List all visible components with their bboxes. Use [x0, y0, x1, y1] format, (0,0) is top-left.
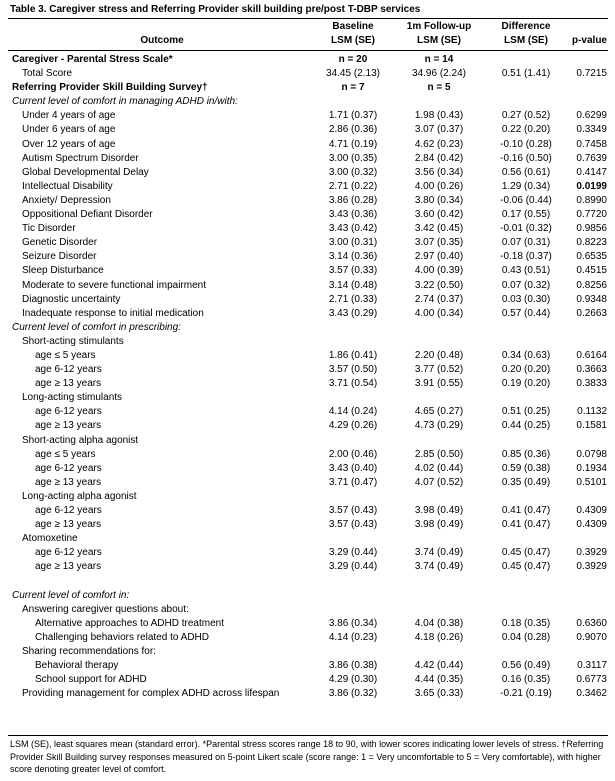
followup-cell: 4.44 (0.35)	[414, 674, 464, 686]
table-row	[8, 631, 608, 645]
table-row	[8, 673, 608, 687]
table-row	[8, 603, 608, 617]
table-row	[8, 293, 608, 307]
row-label: age 6-12 years	[35, 547, 102, 559]
table-row	[8, 180, 608, 194]
difference-cell: 0.18 (0.35)	[501, 617, 551, 629]
difference-cell: 0.51 (0.25)	[501, 406, 551, 418]
table-row	[8, 363, 608, 377]
row-label: Global Developmental Delay	[22, 166, 149, 178]
pvalue-cell: 0.6299	[576, 110, 607, 122]
followup-cell: 4.73 (0.29)	[414, 420, 464, 432]
table-row	[8, 532, 608, 546]
pvalue-cell: 0.8990	[576, 194, 607, 206]
baseline-cell: 3.86 (0.32)	[328, 688, 378, 700]
baseline-cell: 3.86 (0.34)	[328, 617, 378, 629]
pvalue-cell: 0.4309	[576, 505, 607, 516]
table-row	[8, 617, 608, 631]
row-label: Inadequate response to initial medication	[22, 307, 204, 319]
row-label: Intellectual Disability	[22, 180, 113, 192]
pvalue-cell: 0.6164	[576, 349, 607, 361]
difference-cell: -0.10 (0.28)	[500, 138, 552, 150]
pvalue-cell: 0.3663	[576, 364, 607, 376]
table-row	[8, 504, 608, 518]
row-label: Moderate to severe functional impairment	[22, 279, 206, 291]
row-label: Over 12 years of age	[22, 138, 116, 150]
difference-cell: -0.06 (0.44)	[500, 194, 552, 206]
header-difference-line2: LSM (SE)	[504, 35, 548, 46]
row-label: Oppositional Defiant Disorder	[22, 209, 153, 221]
difference-cell: 0.27 (0.52)	[501, 110, 551, 122]
baseline-cell: 4.14 (0.24)	[328, 406, 378, 418]
pvalue-cell: 0.3462	[576, 688, 607, 700]
baseline-cell: 3.29 (0.44)	[328, 561, 378, 573]
difference-cell: 0.20 (0.20)	[501, 364, 551, 376]
table-row	[8, 560, 608, 574]
row-label: Current level of comfort in prescribing:	[12, 321, 181, 333]
pvalue-cell: 0.5101	[576, 476, 607, 488]
followup-cell: 34.96 (2.24)	[412, 68, 466, 80]
table-row	[8, 335, 608, 349]
row-label: Sharing recommendations for:	[22, 645, 156, 657]
table-row	[8, 391, 608, 405]
difference-cell: -0.21 (0.19)	[500, 688, 552, 700]
table-row	[8, 152, 608, 166]
baseline-cell: 3.43 (0.36)	[328, 209, 378, 221]
difference-cell: 0.85 (0.36)	[501, 448, 551, 460]
followup-cell: 3.98 (0.49)	[414, 505, 464, 516]
baseline-cell: 1.86 (0.41)	[328, 349, 378, 361]
row-label: age 6-12 years	[35, 462, 102, 474]
row-label: Answering caregiver questions about:	[22, 603, 189, 615]
row-label: age ≥ 13 years	[35, 378, 102, 390]
row-label: Behavioral therapy	[35, 660, 119, 672]
difference-cell: 0.41 (0.47)	[501, 519, 551, 531]
difference-cell: 0.03 (0.30)	[501, 293, 551, 305]
header-difference-line1: Difference	[501, 21, 551, 32]
baseline-cell: 3.00 (0.35)	[328, 152, 378, 164]
header-outcome: Outcome	[140, 35, 184, 46]
pvalue-cell: 0.3117	[577, 660, 607, 672]
header-pvalue: p-value	[571, 35, 607, 46]
row-label: age 6-12 years	[35, 505, 102, 516]
table-row	[8, 250, 608, 264]
header-followup-line1: 1m Follow-up	[406, 21, 472, 32]
table-row	[8, 109, 608, 123]
row-label: age ≤ 5 years	[35, 349, 96, 361]
baseline-cell: 3.57 (0.43)	[328, 505, 378, 516]
followup-cell: 4.07 (0.52)	[414, 476, 464, 488]
baseline-cell: 4.71 (0.19)	[328, 138, 378, 150]
table-row	[8, 574, 608, 588]
table-row	[8, 518, 608, 532]
pvalue-cell: 0.6360	[576, 617, 607, 629]
pvalue-cell: 0.7639	[576, 152, 607, 164]
baseline-cell: 3.29 (0.44)	[328, 547, 378, 559]
difference-cell: -0.16 (0.50)	[500, 152, 552, 164]
baseline-cell: 3.71 (0.47)	[328, 476, 378, 488]
baseline-cell: 3.57 (0.50)	[328, 364, 378, 376]
pvalue-cell: 0.8256	[576, 279, 607, 291]
baseline-cell: 2.86 (0.36)	[328, 124, 378, 136]
table-row	[8, 208, 608, 222]
table-row	[8, 166, 608, 180]
row-label: age ≤ 5 years	[35, 448, 96, 460]
followup-cell: 3.56 (0.34)	[414, 166, 464, 178]
baseline-cell: 3.43 (0.29)	[328, 307, 378, 319]
header-rule	[8, 50, 608, 51]
table-row	[8, 138, 608, 152]
followup-cell: 3.22 (0.50)	[414, 279, 464, 291]
row-label: age ≥ 13 years	[35, 519, 102, 531]
baseline-cell: 34.45 (2.13)	[326, 68, 380, 80]
row-label: Long-acting alpha agonist	[22, 490, 137, 502]
difference-cell: 0.56 (0.49)	[501, 660, 551, 672]
difference-cell: 1.29 (0.34)	[501, 180, 551, 192]
difference-cell: 0.17 (0.55)	[501, 209, 551, 221]
difference-cell: 0.34 (0.63)	[501, 349, 551, 361]
followup-cell: 4.62 (0.23)	[414, 138, 464, 150]
row-label: Long-acting stimulants	[22, 392, 123, 404]
difference-cell: 0.51 (1.41)	[501, 68, 551, 80]
table-row	[8, 659, 608, 673]
row-label: Genetic Disorder	[22, 237, 98, 249]
row-label: age 6-12 years	[35, 406, 102, 418]
row-label: School support for ADHD	[35, 674, 147, 686]
pvalue-cell: 0.4147	[576, 166, 607, 178]
table-row	[8, 53, 608, 67]
followup-cell: 2.97 (0.40)	[414, 251, 464, 263]
followup-cell: 2.20 (0.48)	[414, 349, 464, 361]
table-row	[8, 448, 608, 462]
pvalue-cell: 0.9070	[576, 631, 607, 643]
row-label: Under 4 years of age	[22, 110, 116, 122]
table-row	[8, 194, 608, 208]
row-label: Current level of comfort in:	[12, 589, 130, 601]
pvalue-cell: 0.7458	[576, 138, 607, 150]
table-footnote: LSM (SE), least squares mean (standard error). *Parental stress scores range 18 to 90, with lower scores indicating lower levels of stress. †Referring Provider Skill Building survey responses measured on 5-point Likert scale (score range: 1 = Very uncomfortable to 5 = Very comfortable), with higher score denoting greater level of comfort.	[10, 739, 604, 774]
baseline-cell: 4.29 (0.26)	[328, 420, 378, 432]
row-label: Short-acting stimulants	[22, 335, 124, 347]
pvalue-cell: 0.4515	[576, 265, 607, 277]
pvalue-cell: 0.2663	[576, 307, 607, 319]
followup-cell: 4.65 (0.27)	[414, 406, 464, 418]
followup-cell: n = 5	[427, 82, 451, 94]
baseline-cell: 2.71 (0.33)	[328, 293, 378, 305]
followup-cell: 3.42 (0.45)	[414, 223, 464, 235]
row-label: Total Score	[22, 68, 73, 80]
row-label: Short-acting alpha agonist	[22, 434, 139, 446]
row-label: Tic Disorder	[22, 223, 76, 235]
difference-cell: 0.45 (0.47)	[501, 561, 551, 573]
pvalue-cell: 0.0798	[576, 448, 607, 460]
table-row	[8, 95, 608, 109]
followup-cell: 4.02 (0.44)	[414, 462, 464, 474]
baseline-cell: 3.43 (0.40)	[328, 462, 378, 474]
baseline-cell: 4.29 (0.30)	[328, 674, 378, 686]
baseline-cell: 1.71 (0.37)	[328, 110, 378, 122]
table-row	[8, 236, 608, 250]
followup-cell: 3.80 (0.34)	[414, 194, 464, 206]
difference-cell: 0.44 (0.25)	[501, 420, 551, 432]
baseline-cell: 2.00 (0.46)	[328, 448, 378, 460]
pvalue-cell: 0.1132	[577, 406, 607, 418]
pvalue-cell: 0.9348	[576, 293, 607, 305]
row-label: Seizure Disorder	[22, 251, 97, 263]
difference-cell: 0.45 (0.47)	[501, 547, 551, 559]
row-label: age ≥ 13 years	[35, 476, 102, 488]
difference-cell: 0.57 (0.44)	[501, 307, 551, 319]
pvalue-cell: 0.1934	[576, 462, 607, 474]
row-label: age ≥ 13 years	[35, 420, 102, 432]
row-label: Providing management for complex ADHD across lifespan	[22, 688, 280, 700]
row-label: Sleep Disturbance	[22, 265, 104, 277]
followup-cell: 4.04 (0.38)	[414, 617, 464, 629]
followup-cell: 2.84 (0.42)	[414, 152, 464, 164]
table-row	[8, 687, 608, 701]
followup-cell: 4.42 (0.44)	[414, 660, 464, 672]
pvalue-cell: 0.6773	[576, 674, 607, 686]
table-row	[8, 279, 608, 293]
baseline-cell: 2.71 (0.22)	[328, 180, 378, 192]
pvalue-cell: 0.1581	[576, 420, 607, 432]
difference-cell: 0.07 (0.31)	[501, 237, 551, 249]
baseline-cell: n = 7	[341, 82, 365, 94]
followup-cell: 4.00 (0.39)	[414, 265, 464, 277]
table-row	[8, 123, 608, 137]
table-row	[8, 81, 608, 95]
baseline-cell: 3.57 (0.43)	[328, 519, 378, 531]
followup-cell: 4.00 (0.26)	[414, 180, 464, 192]
followup-cell: 2.74 (0.37)	[414, 293, 464, 305]
table-title: Table 3. Caregiver stress and Referring Provider skill building pre/post T-DBP services	[10, 4, 421, 15]
difference-cell: 0.41 (0.47)	[501, 505, 551, 516]
header-followup-line2: LSM (SE)	[417, 35, 461, 46]
baseline-cell: n = 20	[338, 54, 368, 65]
pvalue-cell: 0.3929	[576, 547, 607, 559]
difference-cell: 0.16 (0.35)	[501, 674, 551, 686]
followup-cell: 3.60 (0.42)	[414, 209, 464, 221]
difference-cell: 0.07 (0.32)	[501, 279, 551, 291]
followup-cell: 3.65 (0.33)	[414, 688, 464, 700]
row-label: Alternative approaches to ADHD treatment	[35, 617, 224, 629]
baseline-cell: 3.86 (0.28)	[328, 194, 378, 206]
difference-cell: 0.22 (0.20)	[501, 124, 551, 136]
difference-cell: 0.19 (0.20)	[501, 378, 551, 390]
table-row	[8, 321, 608, 335]
table-row	[8, 476, 608, 490]
followup-cell: 4.00 (0.34)	[414, 307, 464, 319]
top-rule	[8, 18, 608, 19]
followup-cell: 2.85 (0.50)	[414, 448, 464, 460]
difference-cell: -0.18 (0.37)	[500, 251, 552, 263]
followup-cell: 3.07 (0.37)	[414, 124, 464, 136]
row-label: Referring Provider Skill Building Survey†	[12, 82, 208, 94]
pvalue-cell: 0.7720	[576, 209, 607, 221]
row-label: Challenging behaviors related to ADHD	[35, 631, 209, 643]
baseline-cell: 3.86 (0.38)	[328, 660, 378, 672]
header-baseline-line1: Baseline	[332, 21, 374, 32]
table-row	[8, 645, 608, 659]
baseline-cell: 3.00 (0.32)	[328, 166, 378, 178]
baseline-cell: 3.43 (0.42)	[328, 223, 378, 235]
followup-cell: 3.74 (0.49)	[414, 561, 464, 573]
followup-cell: n = 14	[424, 54, 454, 65]
bottom-rule	[8, 735, 608, 736]
table-row	[8, 589, 608, 603]
table-row	[8, 405, 608, 419]
row-label: Caregiver - Parental Stress Scale*	[12, 54, 173, 65]
table-row	[8, 462, 608, 476]
row-label: Under 6 years of age	[22, 124, 116, 136]
followup-cell: 3.07 (0.35)	[414, 237, 464, 249]
difference-cell: 0.43 (0.51)	[501, 265, 551, 277]
row-label: Current level of comfort in managing ADHD in/with:	[12, 96, 238, 108]
table-row	[8, 67, 608, 81]
followup-cell: 3.74 (0.49)	[414, 547, 464, 559]
row-label: Autism Spectrum Disorder	[22, 152, 139, 164]
table-row	[8, 490, 608, 504]
baseline-cell: 3.14 (0.36)	[328, 251, 378, 263]
row-label: age 6-12 years	[35, 364, 102, 376]
baseline-cell: 3.00 (0.31)	[328, 237, 378, 249]
followup-cell: 3.91 (0.55)	[414, 378, 464, 390]
table-row	[8, 419, 608, 433]
baseline-cell: 3.71 (0.54)	[328, 378, 378, 390]
baseline-cell: 4.14 (0.23)	[328, 631, 378, 643]
pvalue-cell: 0.3349	[576, 124, 607, 136]
pvalue-cell: 0.4309	[576, 519, 607, 531]
pvalue-cell: 0.3929	[576, 561, 607, 573]
followup-cell: 3.98 (0.49)	[414, 519, 464, 531]
followup-cell: 3.77 (0.52)	[414, 364, 464, 376]
pvalue-cell: 0.9856	[576, 223, 607, 235]
pvalue-cell: 0.7215	[576, 68, 607, 80]
difference-cell: -0.01 (0.32)	[500, 223, 552, 235]
table-row	[8, 546, 608, 560]
difference-cell: 0.35 (0.49)	[501, 476, 551, 488]
followup-cell: 4.18 (0.26)	[414, 631, 464, 643]
row-label: Anxiety/ Depression	[22, 194, 111, 206]
difference-cell: 0.56 (0.61)	[501, 166, 551, 178]
table-row	[8, 307, 608, 321]
row-label: age ≥ 13 years	[35, 561, 102, 573]
table-row	[8, 434, 608, 448]
pvalue-cell: 0.6535	[576, 251, 607, 263]
row-label: Atomoxetine	[22, 533, 78, 545]
header-baseline-line2: LSM (SE)	[331, 35, 375, 46]
row-label: Diagnostic uncertainty	[22, 293, 121, 305]
difference-cell: 0.04 (0.28)	[501, 631, 551, 643]
followup-cell: 1.98 (0.43)	[414, 110, 464, 122]
table-row	[8, 349, 608, 363]
pvalue-cell: 0.0199	[576, 180, 607, 192]
difference-cell: 0.59 (0.38)	[501, 462, 551, 474]
table-row	[8, 377, 608, 391]
table-row	[8, 222, 608, 236]
baseline-cell: 3.57 (0.33)	[328, 265, 378, 277]
pvalue-cell: 0.3833	[576, 378, 607, 390]
table-body	[8, 53, 608, 701]
table-row	[8, 264, 608, 278]
baseline-cell: 3.14 (0.48)	[328, 279, 378, 291]
pvalue-cell: 0.8223	[576, 237, 607, 249]
